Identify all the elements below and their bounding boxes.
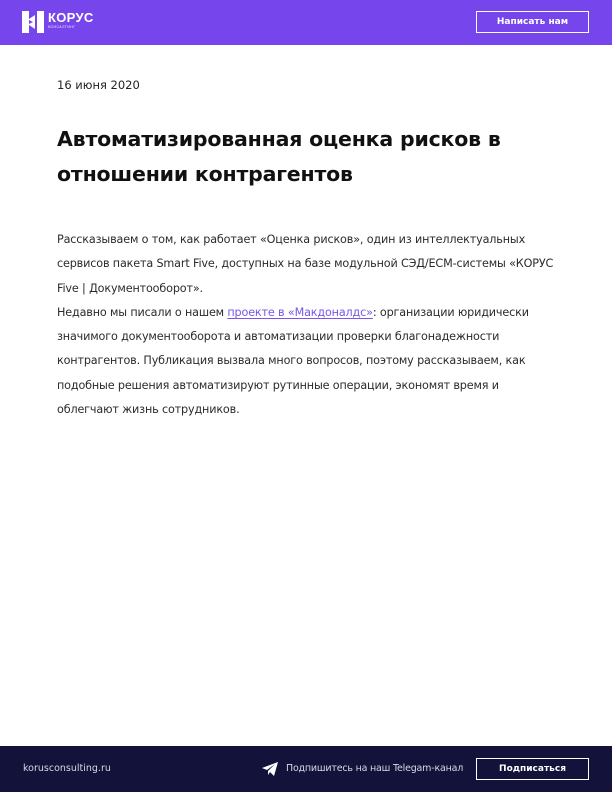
logo-name: КОРУС	[48, 10, 94, 25]
logo[interactable]	[22, 11, 94, 33]
write-us-button[interactable]: Написать нам	[476, 11, 589, 33]
paragraph-2	[57, 301, 557, 422]
telegram-icon[interactable]	[262, 762, 278, 776]
footer	[0, 746, 612, 792]
article-title: Автоматизированная оценка рисков в отношении контрагентов	[57, 127, 501, 186]
article-date: 16 июня 2020	[57, 78, 140, 92]
article-body	[57, 228, 557, 422]
subscribe-button[interactable]: Подписаться	[476, 758, 589, 780]
paragraph-2-end: : организации юридически значимого документооборота и автоматизации проверки благонадежности контрагентов. Публикация вызвала много вопросов, поэтому рассказываем, как подобные решения автоматизируют рутинные операции, экономят время и облегчают жизнь сотрудников.	[57, 305, 529, 417]
header	[0, 0, 612, 45]
telegram-subscribe-text[interactable]: Подпишитесь на наш Telegam-канал	[286, 763, 464, 774]
logo-subtitle: КОНСАЛТИНГ	[48, 25, 76, 29]
site-link[interactable]: korusconsulting.ru	[23, 763, 111, 774]
paragraph-1: Рассказываем о том, как работает «Оценка рисков», один из интеллектуальных сервисов пакета Smart Five, доступных на базе модульной СЭД/ECM-системы «КОРУС Five | Документооборот».	[57, 233, 554, 295]
mcdonalds-project-link[interactable]: проекте в «Макдоналдс»	[227, 305, 373, 319]
korus-logo-icon	[22, 11, 44, 33]
paragraph-2-start: Недавно мы писали о нашем	[57, 305, 228, 319]
